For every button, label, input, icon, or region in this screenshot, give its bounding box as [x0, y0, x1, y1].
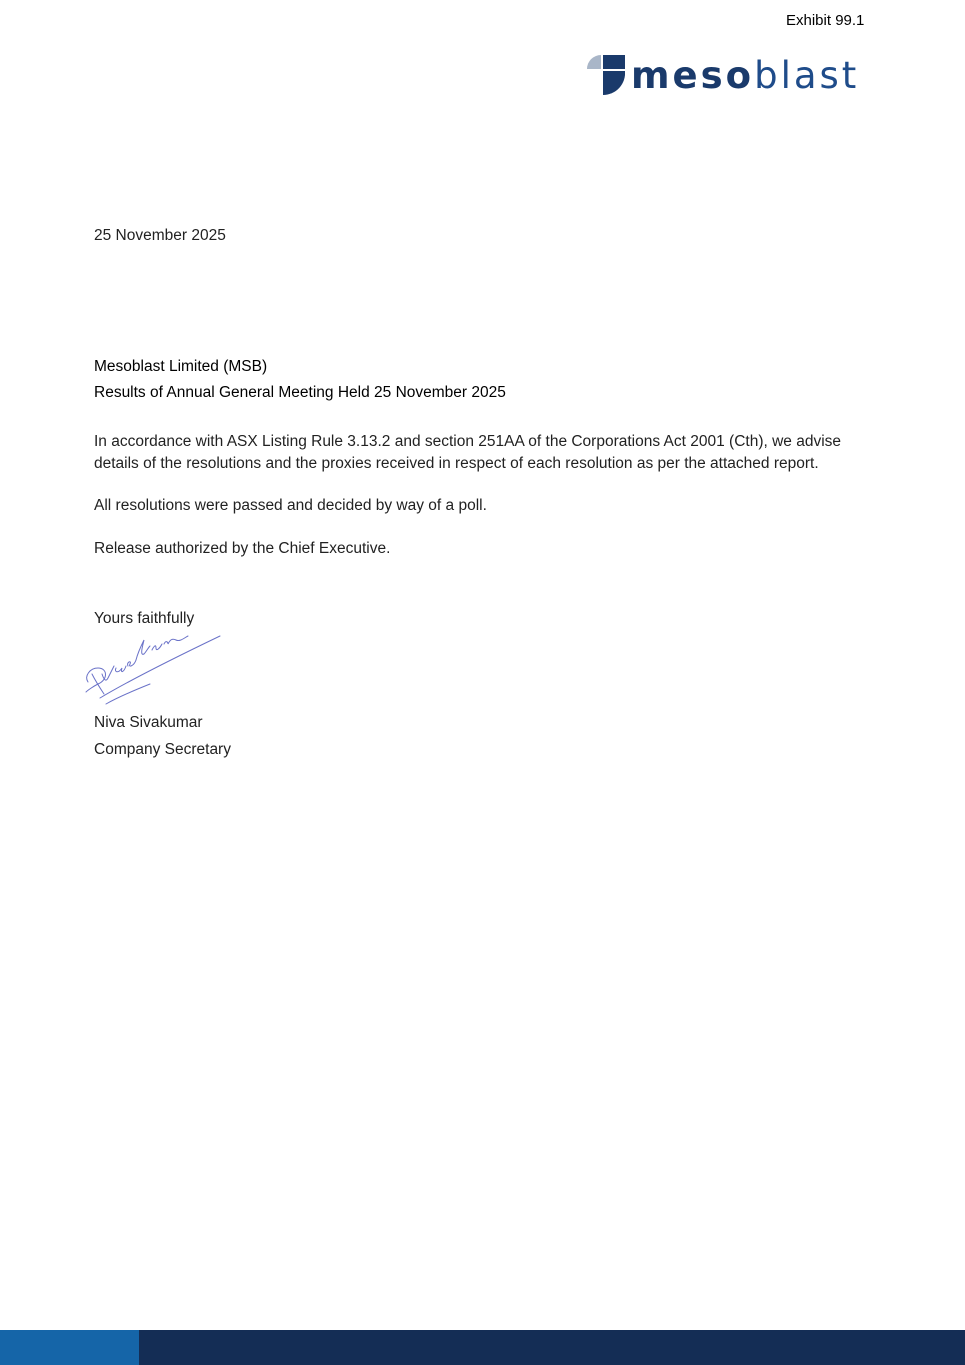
logo-wordmark: [631, 53, 860, 97]
exhibit-label: Exhibit 99.1: [786, 12, 865, 29]
logo-wordmark-light: blast: [754, 53, 860, 97]
company-logo: [587, 54, 859, 96]
paragraph-resolutions: In accordance with ASX Listing Rule 3.13.2 and section 251AA of the Corporations Act 2001 (Cth), we advise details of the resolutions and the proxies received in respect of each resolution as per the attached report.: [94, 433, 842, 472]
mesoblast-logo-icon: [587, 55, 625, 95]
handwritten-signature: [80, 630, 225, 710]
footer-band: [0, 1330, 965, 1365]
footer-band-left: [0, 1330, 139, 1365]
letter-closing: Yours faithfully: [94, 610, 195, 627]
logo-wordmark-bold: meso: [631, 53, 755, 97]
company-heading: Mesoblast Limited (MSB): [94, 358, 268, 375]
footer-band-right: [139, 1330, 965, 1365]
letter-date: 25 November 2025: [94, 227, 226, 244]
paragraph-release: Release authorized by the Chief Executive.: [94, 540, 391, 557]
signatory-name: Niva Sivakumar: [94, 714, 203, 731]
subject-heading: Results of Annual General Meeting Held 25 November 2025: [94, 384, 506, 401]
signatory-role: Company Secretary: [94, 741, 231, 758]
paragraph-poll: All resolutions were passed and decided by way of a poll.: [94, 497, 487, 514]
